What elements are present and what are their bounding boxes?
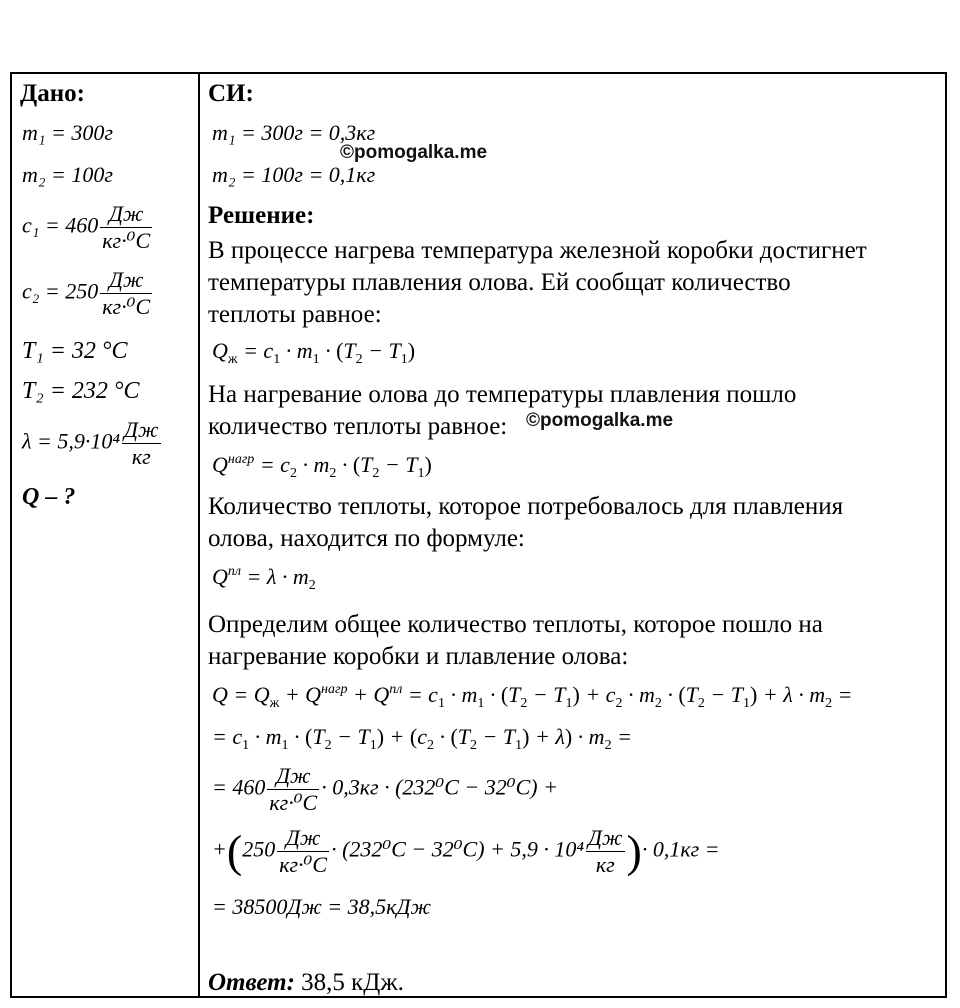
answer-value: 38,5 кДж. — [294, 969, 404, 996]
paragraph-1-line-2: температуры плавления олова. Ей сообщат количество — [208, 269, 791, 296]
formula-total-factored: = $c_1 \cdot m_1 \cdot (T_2 - T_1) + (c_2 \cdot (T_2 - T_1) + \lambda) \cdot m_2$ = — [212, 724, 632, 753]
given-c2-value: c₂ = 250 — [22, 278, 99, 304]
given-find: Q – ? — [22, 484, 76, 510]
sub2-coefficient: 250 — [242, 836, 276, 862]
watermark-middle: ©pomogalka.me — [526, 410, 674, 431]
formula-result: = 38500Дж = 38,5кДж — [212, 894, 431, 919]
sub2-unit2-num: Дж — [588, 825, 623, 850]
formula-q-heating: $Q^{нагр} = c_2 \cdot m_2 \cdot (T_2 - T_1)$ — [212, 452, 432, 481]
paragraph-4-line-2: нагревание коробки и плавление олова: — [208, 643, 629, 670]
given-lambda — [22, 418, 163, 469]
given-c2 — [22, 268, 154, 319]
paragraph-2-line-1: На нагревание олова до температуры плавления пошло — [208, 381, 797, 408]
si-heading: СИ: — [208, 80, 254, 107]
si-m2: m₂ = 100г = 0,1кг — [212, 162, 376, 187]
paragraph-3-line-1: Количество теплоты, которое потребовалось для плавления — [208, 493, 844, 520]
solution-column — [200, 74, 945, 996]
given-t1: T₁ = 32 °C — [22, 338, 128, 364]
watermark-top: ©pomogalka.me — [340, 142, 488, 163]
paragraph-2-line-2: количество теплоты равное: — [208, 413, 508, 440]
sub2-tail: · 0,1кг = — [641, 836, 720, 862]
sub1-coefficient: = 460 — [212, 774, 266, 800]
sub1-rest: · 0,3кг · (232⁰C − 32⁰C) + — [321, 774, 558, 800]
formula-q-box: $Q_ж = c_1 \cdot m_1 \cdot (T_2 - T_1)$ — [212, 338, 416, 367]
given-t2: T₂ = 232 °C — [22, 378, 140, 404]
sub2-unit1-den: кг·⁰C — [279, 852, 328, 877]
given-lambda-unit-den: кг — [131, 444, 151, 469]
given-c1-unit-num: Дж — [100, 202, 152, 228]
given-m2: m₂ = 100г — [22, 162, 113, 187]
formula-total: $Q = Q_ж + Q^{нагр} + Q^{пл} = c_1 \cdot m_1 \cdot (T_2 - T_1) + c_2 \cdot m_2 \cdot (T_2 - T_1) + \lambda \cdot m_2$ = — [212, 682, 853, 711]
sub2-unit1-num: Дж — [277, 826, 329, 852]
given-column — [12, 74, 198, 996]
formula-q-melting: $Q^{пл} = \lambda \cdot m_2$ — [212, 564, 316, 593]
si-m1: m₁ = 300г = 0,3кг — [212, 120, 376, 145]
given-heading: Дано: — [20, 80, 85, 107]
answer — [208, 968, 404, 998]
sub1-unit-num: Дж — [267, 764, 319, 790]
sub2-plus: + — [212, 836, 227, 862]
paragraph-1-line-1: В процессе нагрева температура железной коробки достигнет — [208, 237, 867, 264]
paragraph-3-line-2: олова, находится по формуле: — [208, 525, 525, 552]
given-c1 — [22, 202, 154, 253]
given-c1-unit-den: кг·⁰C — [102, 228, 151, 253]
solution-heading: Решение: — [208, 202, 315, 229]
sub1-unit-den: кг·⁰C — [269, 790, 318, 815]
solution-table — [10, 72, 947, 998]
formula-substitution-1 — [212, 764, 558, 815]
given-m1: m₁ = 300г — [22, 120, 113, 145]
given-lambda-unit-num: Дж — [124, 417, 159, 442]
formula-substitution-2: +(250 $\frac{Дж}{\text{кг·⁰C}}$ · (232⁰C − 32⁰C) + 5,9 · 10⁴ $\frac{Дж}{кг}$ )· 0,1кг = — [212, 825, 720, 877]
paragraph-4-line-1: Определим общее количество теплоты, которое пошло на — [208, 611, 823, 638]
sub2-middle: · (232⁰C − 32⁰C) + 5,9 · 10⁴ — [331, 836, 585, 862]
given-c2-unit-den: кг·⁰C — [102, 294, 151, 319]
sub2-unit2-den: кг — [595, 852, 615, 877]
given-c2-unit-num: Дж — [100, 268, 152, 294]
answer-label: Ответ: — [208, 969, 295, 996]
paragraph-1-line-3: теплоты равное: — [208, 301, 382, 328]
given-c1-value: c₁ = 460 — [22, 212, 99, 238]
given-lambda-value: λ = 5,9·10⁴ — [22, 428, 121, 454]
